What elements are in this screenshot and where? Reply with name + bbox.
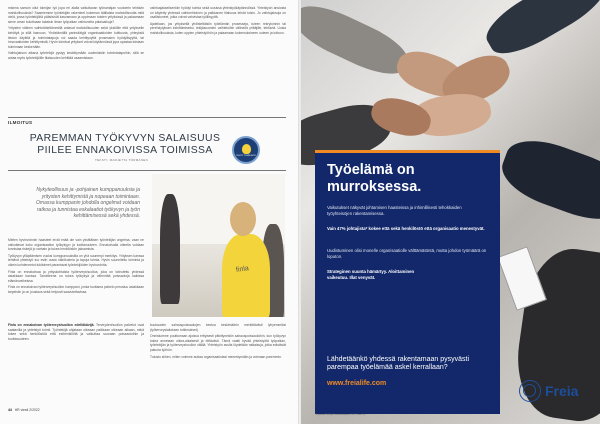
panel-accent-bar bbox=[315, 150, 500, 153]
intro-column-b bbox=[150, 6, 286, 38]
article-byline: TEKSTI: MARJETTA TÖRMÄNEN bbox=[95, 158, 149, 162]
photo-person-head bbox=[230, 202, 256, 236]
article-lead: Nykyteollisuus ja -pohjainen kumppanuuksia ja yritysten kehittymistä ja nopeaan toimintaan. Omassa kumppanin johdolla ongelmat voidaan ratkoa ja tunnistaa eskalaatiot työkyvyn ja työn kehittämisessä sekä yhdessä. bbox=[36, 187, 140, 219]
ad-highlight: Vain 47% johtajista* kokee että sekä henkilöstö että organisaatio menestyvät. bbox=[327, 226, 485, 231]
ad-footnote: *Eurpoean DREAM -tutkimusraportti 2022, Freia Oy bbox=[315, 414, 366, 416]
section-divider bbox=[8, 117, 286, 118]
paragraph: Tutustu siihen, miten voimme auttaa organisaatiotasi menestymään ja voimaan paremmin. bbox=[150, 354, 282, 359]
pull-body: Terveydenhuollon palvelut ovat saatavilla ja yhteistyö toimii. Työntekijä ohjataan oikeaan paikkaan oikeaan aikaan, mikä tukee sekä henkilöstöä että esihenkilöitä ja vaikuttaa suoraan poissaoloihin ja tuottavuuteen. bbox=[8, 323, 144, 341]
photo-sleeve bbox=[478, 0, 600, 64]
article-column-d bbox=[150, 323, 286, 361]
photo-sleeve bbox=[495, 130, 600, 231]
ad-title: Työelämä on murroksessa. bbox=[327, 162, 422, 195]
freia-logo-text: Freia bbox=[545, 383, 579, 399]
pull-lead: Finla on ennakoivan työterveyshuollon edelläkävijä. bbox=[8, 323, 95, 327]
publication-name: HR viesti 2/2022 bbox=[14, 408, 40, 412]
paragraph: Onnistumme puuttumaan ajoissa erityisesti pitkittyneisiin sairauspoissaoloihin, kun työkyvyn tukea annetaan oikea-aikaisesti ja riittävästi. Tämä vaatii hyvää yhteistyötä työpaikan, työntekijän ja työterveyshuollon välillä. Yhteistyön avulla löydetään ratkaisuja, jotka edistävät paluuta työhön. bbox=[150, 334, 286, 352]
phone-icon bbox=[497, 246, 547, 311]
article-pull-text bbox=[8, 323, 144, 341]
photo-person bbox=[160, 194, 180, 304]
ad-question: Lähdetäänkö yhdessä rakentamaan pysyvästi parempaa työelämää askel kerrallaan? bbox=[327, 356, 470, 372]
ad-paragraph: Uudistuminen olisi monelle organisaatiolle välttämätöntä, mutta johdon työmäärä on loputon. bbox=[327, 248, 487, 259]
paragraph: misena samoin ollut toimijan työ jopa eri alalla vaikuttavan työnantajan vuotoerin tehtävin mahdollisuuksia? Saamiemme työntekijän rakenteet kokeman täällaista mahdollisuutta mitä vielä, jossa työntekijöitä pääsisivät kasvamaan ja oppimaan toisten yrityksissä ja palaamaan sinne oman kuluttuaan takaisin ilman työpaikan vaihtuneita palaiuaikoja? bbox=[8, 6, 144, 24]
intro-column-a bbox=[8, 6, 144, 63]
paragraph: Työkyvyn ylläpitämisen vuoksi kumppanuuksilla on yhä suurempi merkitys. Yrityksen kanssa tehtävä yhteistyö tuo esiin uusia näkökulmia ja tapoja toimia. Hyvin suunniteltu toiminta ja oikein kohdennetut tukitoimet parantavat työntekijöiden hyvinvointia. bbox=[8, 253, 144, 267]
article-headline: PAREMMAN TYÖKYVYN SALAISUUS PIILEE ENNAKOIVISSA TOIMISSA bbox=[29, 133, 221, 156]
paragraph: Vaihtojakson aikana työntekijä pystyy keskittymään uudenlaisiin toimintatapoihin, sillä se antaa myös työntekijöille tilaisuuden kehittää osaamistaan. bbox=[8, 51, 144, 60]
paragraph: Mielen hyvinvoinnin haasteet eivät enää ole vain yksittäisen työntekijän ongelma, vaan ne vaikuttavat koko organisaation työkykyyn ja tuottavuuteen. Ennakoivalla otteella voidaan tunnistaa riskejä jo varhain ja tukea henkilöstön jaksamista. bbox=[8, 238, 144, 252]
paragraph: Finla on ennakoivaa ja yrityskohtaista työterveyshuoltoa, joka on toteutettu yhdessä asiakkaan kanssa. Tavoitteena on tukea työkykyä ja vähentää poissaoloja kaikissa elämänvaiheissa. bbox=[8, 269, 144, 283]
paragraph: Finla on ennakoivan työterveyshuollon kumppani, jonka tuottama palvelu perustuu asiakkaan tarpeisiin ja on joustava sekä helposti saavutettavissa. bbox=[8, 285, 144, 294]
freia-logo-icon bbox=[519, 380, 541, 402]
badge-label: TEHTY TUNNUSTE bbox=[236, 154, 256, 157]
section-kicker: ILMOITUS bbox=[8, 120, 33, 125]
ad-highlight: Strateginen suunta hämärtyy. Aloittaminen vaikeutuu. Illat venyvät. bbox=[327, 269, 415, 280]
paragraph: Yritysten välinen vaihtoläheltämmillä antavat mahdollisuuden sekä yksilölle että yritykselle kehittyä ja sillä kasvuun. Yhdistämällä parinräätyjä organisaatioiden kulttuuria, yhteyksiä tiedon käyttöä ja toimintatapoja voi saada kehittynyttä prosessien hyödyllisyyttä, tai innovaatioiden kehittymistä. Hyvin toimivat yritykset voivat käytännössä jopa opastaa toisiaan toimimaan keskenään. bbox=[8, 26, 144, 49]
freia-logo bbox=[519, 378, 585, 404]
ad-paragraph: Vaikutukset näkyvät johtamisen haasteissa ja inhimillisesti tehokkaiden työyhteisöjen rakentamisessa. bbox=[327, 205, 462, 216]
ad-website-link[interactable]: www.freialife.com bbox=[327, 380, 387, 387]
paragraph: Ajatellaan, jos yrityksellä yhdistettäisiin työelämän prosesseja, tuleen rekrytoinnin tai perehdytyksen kehittämiseksi, tekijäsuomien vaihteluihin välineitä yrittäjille, tehtäviä. Uusia mahdollisuuksia, kuten oppien yhteistyöhön ja palaamaan kokemuksineen uuteen ja tuttuun. bbox=[150, 21, 286, 35]
photo-person bbox=[222, 234, 270, 317]
lightbulb-icon bbox=[242, 144, 251, 154]
page-number: 44 bbox=[8, 408, 12, 412]
left-page bbox=[0, 0, 299, 424]
right-page-ad bbox=[301, 0, 600, 424]
paragraph: kuukauden sairauspoissaolojen kestoa keskimäärin merkittävästi lyhyemmiksi (työterveyslaitoksen tutkimukset). bbox=[150, 323, 286, 332]
article-column-c bbox=[8, 238, 144, 297]
award-badge bbox=[232, 136, 260, 164]
page-footer bbox=[8, 408, 40, 412]
paragraph: vaihtoajakselisenkiin hyödyt toimia sekä uusissa yhteistyökäytännöissä. Yhteistyön ansiosta on käytetty yhdessä vaihtoehtoinen ja palkkanen tilaisuus tehdä toisin. Jo vaihtojaksoja on osallistuneet, jotka voivat vahvistaa työllisyyttä. bbox=[150, 6, 286, 20]
shirt-logo: finla bbox=[235, 265, 250, 274]
section-divider bbox=[8, 170, 286, 171]
article-photo bbox=[152, 174, 285, 317]
